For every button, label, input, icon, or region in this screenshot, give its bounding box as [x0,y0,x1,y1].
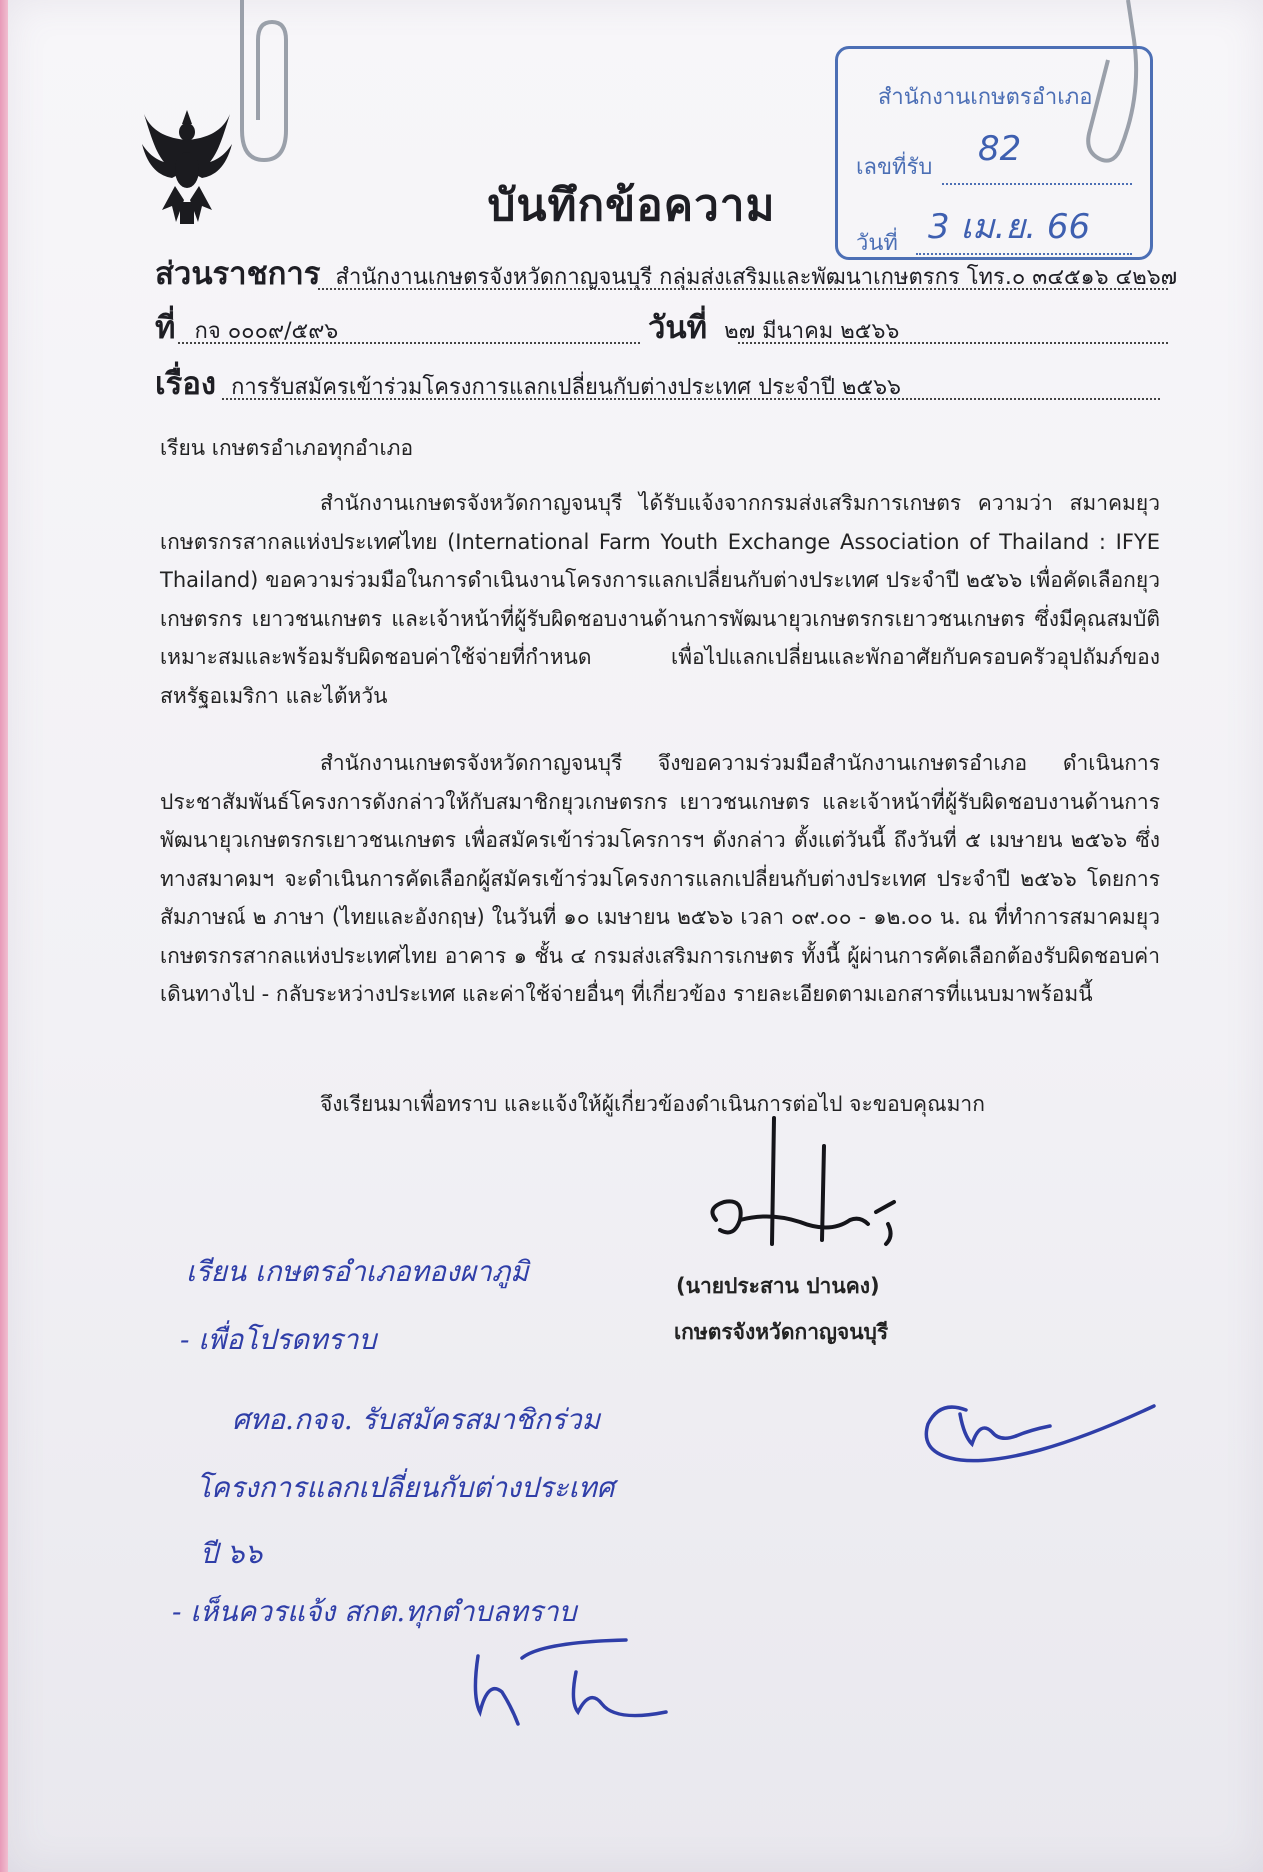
handwritten-line-1: เรียน เกษตรอำเภอทองผาภูมิ [186,1255,529,1288]
handwritten-line-4: โครงการแลกเปลี่ยนกับต่างประเทศ [196,1471,615,1504]
body-paragraph-2: สำนักงานเกษตรจังหวัดกาญจนบุรี จึงขอความร่วมมือสำนักงานเกษตรอำเภอ ดำเนินการประชาสัมพันธ์โครงการดังกล่าวให้กับสมาชิกยุวเกษตรกร เยาวชนเกษตร และเจ้าหน้าที่ผู้รับผิดชอบงานด้านการพัฒนายุวเกษตรกรเยาวชนเกษตร เพื่อสมัครเข้าร่วมโครการฯ ดังกล่าว ตั้งแต่วันนี้ ถึงวันที่ ๕ เมษายน ๒๕๖๖ ซึ่งทางสมาคมฯ จะดำเนินการคัดเลือกผู้สมัครเข้าร่วมโครงการแลกเปลี่ยนกับต่างประเทศ ประจำปี ๒๕๖๖ โดยการสัมภาษณ์ ๒ ภาษา (ไทยและอังกฤษ) ในวันที่ ๑๐ เมษายน ๒๕๖๖ เวลา ๐๙.๐๐ - ๑๒.๐๐ น. ณ ที่ทำการสมาคมยุวเกษตรกรสากลแห่งประเทศไทย อาคาร ๑ ชั้น ๔ กรมส่งเสริมการเกษตร ทั้งนี้ ผู้ผ่านการคัดเลือกต้องรับผิดชอบค่าเดินทางไป - กลับระหว่างประเทศ และค่าใช้จ่ายอื่นๆ ที่เกี่ยวข้อง รายละเอียดตามเอกสารที่แนบมาพร้อมนี้ [160,751,1160,1006]
reference-value: กจ ๐๐๐๙/๕๙๖ [194,319,339,344]
department-label: ส่วนราชการ [155,256,321,292]
signer-name: (นายประสาน ปานคง) [676,1274,880,1298]
salutation: เรียน เกษตรอำเภอทุกอำเภอ [160,436,414,460]
paperclip-left-icon [232,0,292,168]
date-label: วันที่ [648,310,708,346]
handwritten-signature-right [920,1380,1160,1470]
department-value: สำนักงานเกษตรจังหวัดกาญจนบุรี กลุ่มส่งเสริมและพัฒนาเกษตรกร โทร.๐ ๓๔๕๑๖ ๔๒๖๗ [335,265,1178,290]
handwritten-line-5: ปี ๖๖ [200,1537,263,1570]
handwritten-line-3: ศทอ.กจจ. รับสมัครสมาชิกร่วม [232,1403,601,1436]
body-paragraph-1: สำนักงานเกษตรจังหวัดกาญจนบุรี ได้รับแจ้งจากกรมส่งเสริมการเกษตร ความว่า สมาคมยุวเกษตรกรสากลแห่งประเทศไทย (International Farm Youth Exchange Association of Thailand : IFYE Thailand) ขอความร่วมมือในการดำเนินงานโครงการแลกเปลี่ยนกับต่างประเทศ ประจำปี ๒๕๖๖ เพื่อคัดเลือกยุวเกษตรกร เยาวชนเกษตร และเจ้าหน้าที่ผู้รับผิดชอบงานด้านการพัฒนายุวเกษตรกรเยาวชนเกษตร ซึ่งมีคุณสมบัติเหมาะสมและพร้อมรับผิดชอบค่าใช้จ่ายที่กำหนด เพื่อไปแลกเปลี่ยนและพักอาศัยกับครอบครัวอุปถัมภ์ของสหรัฐอเมริกา และไต้หวัน [160,491,1160,708]
reference-label: ที่ [155,310,176,346]
subject-value: การรับสมัครเข้าร่วมโครงการแลกเปลี่ยนกับต่างประเทศ ประจำปี ๒๕๖๖ [231,375,902,400]
official-signature [700,1112,930,1252]
handwritten-line-6: - เห็นควรแจ้ง สกต.ทุกตำบลทราบ [172,1595,577,1628]
stamp-date-label: วันที่ [856,231,898,256]
page-title: บันทึกข้อความ [487,180,776,231]
handwritten-line-2: - เพื่อโปรดทราบ [180,1323,377,1356]
signer-position: เกษตรจังหวัดกาญจนบุรี [674,1320,889,1344]
receipt-stamp [835,46,1153,260]
department-row [155,248,1177,298]
handwritten-signature-lower [466,1632,686,1742]
reference-row [155,302,338,352]
stamp-org: สำนักงานเกษตรอำเภอ [878,85,1093,110]
stamp-receipt-label: เลขที่รับ [856,155,933,180]
date-row [648,302,899,352]
date-value: ๒๗ มีนาคม ๒๕๖๖ [724,319,900,344]
subject-row [155,358,901,408]
stamp-receipt-number: 82 [978,129,1022,169]
closing-line: จึงเรียนมาเพื่อทราบ และแจ้งให้ผู้เกี่ยวข้องดำเนินการต่อไป จะขอบคุณมาก [320,1092,985,1116]
subject-label: เรื่อง [155,366,217,402]
stamp-date-value: 3 เม.ย. 66 [928,207,1091,247]
